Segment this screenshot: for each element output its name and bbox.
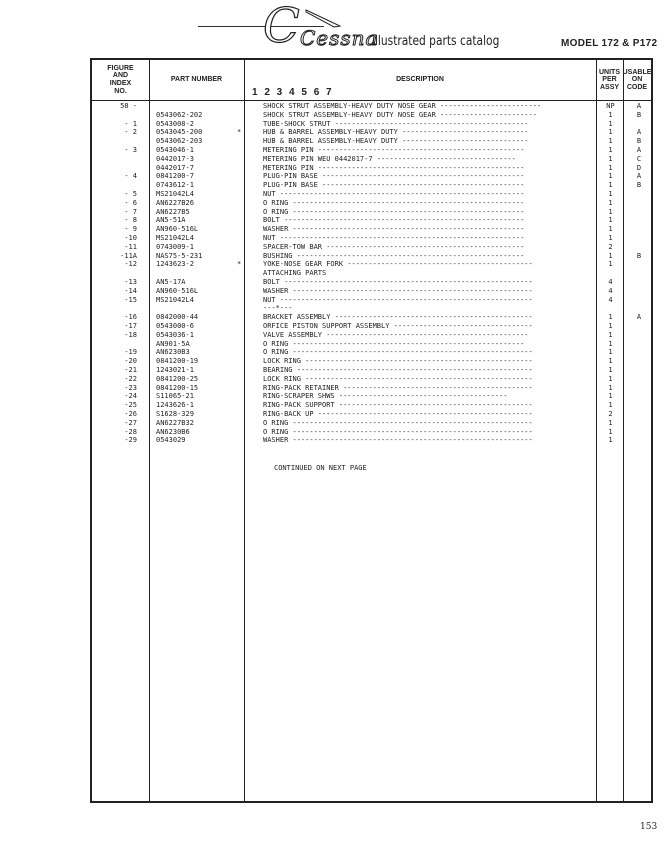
indent-position-numbers: 1 2 3 4 5 6 7: [252, 87, 334, 98]
part-number-cell: MS21042L4: [156, 295, 194, 304]
description-cell: ATTACHING PARTS: [263, 269, 327, 278]
part-number-cell: NAS75-5-231: [156, 251, 203, 260]
usable-code-cell: A: [636, 102, 642, 110]
description-cell: RING-BACK UP ---------------------------------------------------: [263, 410, 533, 418]
table-row: [92, 322, 651, 330]
units-cell: 1: [608, 146, 613, 154]
table-row: [92, 260, 651, 268]
description-cell: HUB & BARREL ASSEMBLY-HEAVY DUTY ------------------------------: [263, 137, 529, 146]
units-cell: 1: [608, 436, 613, 445]
figure-index-cell: - 2: [124, 128, 137, 137]
figure-index-cell: -19: [124, 348, 137, 357]
table-row: [92, 348, 651, 356]
description-cell: PLUG-PIN BASE ------------------------------------------------: [263, 181, 525, 190]
figure-index-cell: -29: [124, 436, 137, 445]
figure-index-cell: -11A: [120, 251, 137, 260]
table-row: [92, 199, 651, 207]
units-cell: 4: [608, 286, 613, 295]
description-cell: BRACKET ASSEMBLY -----------------------------------------------: [263, 313, 533, 322]
usable-on-code-header: USABLE ON CODE: [622, 68, 652, 91]
description-cell: ---*---: [263, 304, 293, 313]
description-header: DESCRIPTION: [396, 76, 444, 84]
table-row: [92, 331, 651, 339]
part-number-cell: 0543008-2: [156, 119, 194, 128]
table-row: [92, 102, 651, 110]
part-number-cell: 1243626-1: [156, 401, 194, 410]
table-row: [92, 296, 651, 304]
part-number-cell: 0743612-1: [156, 181, 194, 190]
units-cell: 1: [608, 322, 613, 330]
part-number-cell: AN960-516L: [156, 225, 199, 234]
units-cell: 1: [608, 339, 613, 348]
table-row: [92, 208, 651, 216]
figure-index-cell: -22: [124, 374, 137, 383]
description-cell: TUBE-SHOCK STRUT ----------------------------------------------: [263, 119, 529, 128]
description-cell: BOLT ---------------------------------------------------------: [263, 216, 525, 225]
table-row: [92, 111, 651, 119]
part-number-cell: 0543062-202: [156, 110, 203, 119]
table-row: [92, 313, 651, 321]
table-row: [92, 172, 651, 180]
description-cell: ORFICE PISTON SUPPORT ASSEMBLY ---------------------------------: [263, 322, 533, 330]
change-mark: *: [237, 128, 242, 137]
part-number-cell: 0743009-1: [156, 242, 194, 251]
figure-index-cell: - 6: [124, 198, 137, 207]
figure-index-cell: - 8: [124, 216, 137, 225]
change-mark: *: [237, 260, 242, 269]
table-row: [92, 216, 651, 224]
part-number-cell: S1628-329: [156, 410, 194, 418]
description-cell: PLUG-PIN BASE ------------------------------------------------: [263, 172, 525, 181]
units-cell: 4: [608, 278, 613, 286]
table-row: [92, 340, 651, 348]
table-row: [92, 366, 651, 374]
description-cell: O RING -------------------------------------------------------: [263, 207, 525, 216]
description-cell: LOCK RING ------------------------------------------------------: [263, 357, 533, 366]
description-cell: O RING ---------------------------------------------------------: [263, 418, 533, 427]
units-cell: 1: [608, 198, 613, 207]
units-per-assy-header: UNITS PER ASSY: [599, 68, 620, 91]
table-row: [92, 252, 651, 260]
units-cell: 1: [608, 251, 613, 260]
usable-code-cell: A: [636, 128, 642, 137]
part-number-cell: 0543029: [156, 436, 186, 445]
part-number-cell: AN6227B5: [156, 207, 190, 216]
part-number-cell: S11065-21: [156, 392, 194, 401]
table-row: [92, 137, 651, 145]
units-cell: 1: [608, 216, 613, 225]
table-row: [92, 225, 651, 233]
part-number-cell: 0841200-25: [156, 374, 199, 383]
units-cell: 1: [608, 427, 613, 436]
part-number-cell: 0841200-7: [156, 172, 194, 181]
table-row: [92, 401, 651, 409]
units-cell: 1: [608, 374, 613, 383]
units-cell: 1: [608, 313, 613, 322]
figure-index-cell: - 3: [124, 146, 137, 154]
usable-code-cell: B: [636, 137, 642, 146]
description-cell: YOKE-NOSE GEAR FORK --------------------------------------------: [263, 260, 533, 269]
part-number-cell: 0442017-3: [156, 154, 194, 163]
part-number-cell: 0543036-1: [156, 330, 194, 339]
description-cell: WASHER -------------------------------------------------------: [263, 225, 525, 234]
table-row: [92, 269, 651, 277]
units-cell: 1: [608, 392, 613, 401]
part-number-cell: 1243623-2: [156, 260, 194, 269]
part-number-header: PART NUMBER: [170, 76, 223, 84]
units-cell: 1: [608, 234, 613, 242]
description-cell: RING-PACK RETAINER ---------------------------------------------: [263, 383, 533, 392]
part-number-cell: AN6230B6: [156, 427, 190, 436]
figure-index-cell: -14: [124, 286, 137, 295]
description-cell: VALVE ASSEMBLY ------------------------------------------------: [263, 330, 529, 339]
part-number-cell: 0543000-6: [156, 322, 194, 330]
table-row: [92, 120, 651, 128]
table-row: [92, 278, 651, 286]
table-row: [92, 155, 651, 163]
page-number: 153: [640, 822, 658, 832]
units-cell: 1: [608, 190, 613, 198]
figure-index-cell: -12: [124, 260, 137, 269]
table-row: [92, 419, 651, 427]
part-number-cell: AN6230B3: [156, 348, 190, 357]
model-designation: MODEL 172 & P172: [561, 38, 658, 49]
units-cell: 1: [608, 260, 613, 269]
units-cell: 1: [608, 137, 613, 146]
description-cell: METERING PIN WEU 0442017-7 ---------------------------------: [263, 154, 516, 163]
logo-wordmark: Cessna: [300, 26, 379, 50]
figure-index-cell: -17: [124, 322, 137, 330]
table-row: [92, 243, 651, 251]
description-cell: O RING -------------------------------------------------------: [263, 198, 525, 207]
figure-index-cell: -11: [124, 242, 137, 251]
units-cell: 1: [608, 348, 613, 357]
part-number-cell: AN5-51A: [156, 216, 186, 225]
description-cell: NUT ----------------------------------------------------------: [263, 190, 525, 198]
table-row: [92, 164, 651, 172]
figure-index-cell: 58 -: [120, 102, 137, 110]
part-number-cell: AN901-5A: [156, 339, 190, 348]
table-row: [92, 304, 651, 312]
description-cell: NUT ----------------------------------------------------------: [263, 234, 525, 242]
description-cell: NUT ------------------------------------------------------------: [263, 295, 533, 304]
usable-code-cell: A: [636, 172, 642, 181]
description-cell: O RING ---------------------------------------------------------: [263, 427, 533, 436]
table-row: [92, 392, 651, 400]
figure-index-cell: -15: [124, 295, 137, 304]
description-cell: WASHER ---------------------------------------------------------: [263, 436, 533, 445]
units-cell: 1: [608, 357, 613, 366]
figure-index-cell: -26: [124, 410, 137, 418]
description-cell: O RING ---------------------------------------------------------: [263, 348, 533, 357]
description-cell: BEARING --------------------------------------------------------: [263, 366, 533, 374]
table-row: [92, 357, 651, 365]
figure-index-cell: -20: [124, 357, 137, 366]
part-number-cell: AN6227B32: [156, 418, 194, 427]
part-number-cell: MS21042L4: [156, 190, 194, 198]
description-cell: METERING PIN -------------------------------------------------: [263, 146, 525, 154]
units-cell: 1: [608, 172, 613, 181]
table-row: [92, 181, 651, 189]
figure-index-cell: - 9: [124, 225, 137, 234]
units-cell: 1: [608, 225, 613, 234]
description-cell: RING-PACK SUPPORT ----------------------------------------------: [263, 401, 533, 410]
units-cell: 1: [608, 163, 613, 172]
part-number-cell: 0543062-203: [156, 137, 203, 146]
figure-index-cell: -21: [124, 366, 137, 374]
units-cell: NP: [606, 102, 615, 110]
figure-index-cell: -24: [124, 392, 137, 401]
units-cell: 1: [608, 418, 613, 427]
units-cell: 2: [608, 242, 613, 251]
figure-index-cell: - 1: [124, 119, 137, 128]
table-row: [92, 190, 651, 198]
description-cell: METERING PIN -------------------------------------------------: [263, 163, 525, 172]
figure-index-cell: -27: [124, 418, 137, 427]
description-cell: SHOCK STRUT ASSEMBLY-HEAVY DUTY NOSE GEAR -----------------------: [263, 110, 537, 119]
usable-code-cell: B: [636, 181, 642, 190]
part-number-cell: AN960-516L: [156, 286, 199, 295]
units-cell: 1: [608, 366, 613, 374]
part-number-cell: AN5-17A: [156, 278, 186, 286]
description-cell: SHOCK STRUT ASSEMBLY-HEAVY DUTY NOSE GEAR ------------------------: [263, 102, 542, 110]
figure-index-cell: -10: [124, 234, 137, 242]
figure-index-header: FIGURE AND INDEX NO.: [107, 64, 134, 95]
part-number-cell: 0543045-200: [156, 128, 203, 137]
part-number-cell: 0543046-1: [156, 146, 194, 154]
units-cell: 1: [608, 154, 613, 163]
table-row: [92, 410, 651, 418]
figure-index-cell: -28: [124, 427, 137, 436]
part-number-cell: 0842000-44: [156, 313, 199, 322]
description-cell: SPACER-TOW BAR -----------------------------------------------: [263, 242, 525, 251]
part-number-cell: AN6227B26: [156, 198, 194, 207]
table-row: [92, 428, 651, 436]
part-number-cell: 1243021-1: [156, 366, 194, 374]
units-cell: 2: [608, 410, 613, 418]
table-row: [92, 146, 651, 154]
units-cell: 1: [608, 207, 613, 216]
figure-index-cell: -23: [124, 383, 137, 392]
figure-index-cell: -25: [124, 401, 137, 410]
part-number-cell: MS21042L4: [156, 234, 194, 242]
part-number-cell: 0841200-15: [156, 383, 199, 392]
table-row: [92, 287, 651, 295]
usable-code-cell: C: [636, 154, 642, 163]
table-row: [92, 436, 651, 444]
figure-index-cell: - 4: [124, 172, 137, 181]
logo-letter: C: [263, 0, 300, 54]
table-row: [92, 128, 651, 136]
part-number-cell: 0841200-19: [156, 357, 199, 366]
units-cell: 1: [608, 110, 613, 119]
units-cell: 4: [608, 295, 613, 304]
units-cell: 1: [608, 181, 613, 190]
usable-code-cell: A: [636, 146, 642, 154]
table-row: [92, 384, 651, 392]
usable-code-cell: A: [636, 313, 642, 322]
part-number-cell: 0442017-7: [156, 163, 194, 172]
figure-index-cell: -13: [124, 278, 137, 286]
figure-index-cell: - 7: [124, 207, 137, 216]
parts-table: [90, 58, 653, 803]
figure-index-cell: -16: [124, 313, 137, 322]
units-cell: 1: [608, 401, 613, 410]
figure-index-cell: -18: [124, 330, 137, 339]
usable-code-cell: B: [636, 110, 642, 119]
units-cell: 1: [608, 330, 613, 339]
description-cell: HUB & BARREL ASSEMBLY-HEAVY DUTY ------------------------------: [263, 128, 529, 137]
description-cell: O RING -------------------------------------------------------: [263, 339, 525, 348]
description-cell: WASHER ---------------------------------------------------------: [263, 286, 533, 295]
catalog-title: illustrated parts catalog: [372, 34, 500, 49]
description-cell: RING-SCRAPER SHWS ----------------------------------------: [263, 392, 508, 401]
description-cell: BUSHING ------------------------------------------------------: [263, 251, 525, 260]
usable-code-cell: B: [636, 251, 642, 260]
description-cell: LOCK RING ------------------------------------------------------: [263, 374, 533, 383]
description-cell: BOLT -----------------------------------------------------------: [263, 278, 533, 286]
usable-code-cell: D: [636, 163, 642, 172]
table-row: [92, 234, 651, 242]
units-cell: 1: [608, 119, 613, 128]
continued-note: CONTINUED ON NEXT PAGE: [274, 464, 367, 472]
table-row: [92, 375, 651, 383]
units-cell: 1: [608, 128, 613, 137]
units-cell: 1: [608, 383, 613, 392]
figure-index-cell: - 5: [124, 190, 137, 198]
